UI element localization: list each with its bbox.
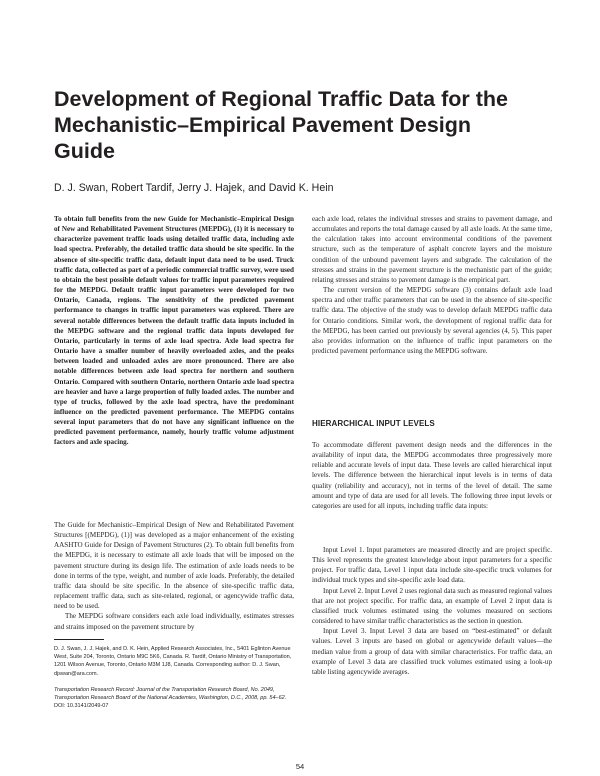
input-level-3: Input Level 3. Input Level 3 data are based on “best-estimated” or default values. Level 3 inputs are based on global or agencywide default values—the median value from a group of data with similar characteristics. For traffic data, an example of Level 3 data are classified truck volumes estimated using a look-up table listing agencywide averages. [312, 627, 552, 676]
body-paragraph-1: each axle load, relates the individual stresses and strains to pavement damage, and accumulates and reports the total damage caused by all axle loads. At the same time, the calculation takes into account environmental conditions of the pavement structure, such as the temperature of asphalt concrete layers and the moisture condition of the unbound pavement layers and subgrade. The calculation of the stresses and strains in the pavement structure is the mechanistic part of the guide; relating stresses and strains to pavement damage is the empirical part. [312, 215, 552, 284]
page-number: 54 [295, 762, 305, 771]
footnote-divider [54, 639, 104, 640]
introduction [54, 520, 294, 632]
body-paragraph-2: The current version of the MEPDG software (3) contains default axle load spectra and other traffic parameters that can be used in the absence of site-specific traffic data. The objective of the study was to develop default MEPDG traffic data for Ontario conditions. Similar work, the development of regional traffic data for the MEPDG, has been carried out previously by several agencies (4, 5). This paper also provides information on the influence of traffic input parameters on the predicted pavement performance using the MEPDG software. [312, 286, 552, 356]
section-intro [312, 440, 552, 511]
section-paragraph: To accommodate different pavement design needs and the differences in the availability of input data, the MEPDG accommodates three progressively more reliable and accurate levels of input data. These levels are called hierarchical input levels. The difference between the hierarchical input levels is in terms of data quality (reliability and accuracy), not in terms of the level of detail. The same amount and type of data are used for all levels. The following three input levels or categories are used for all inputs, including traffic data inputs: [312, 441, 552, 510]
footnote-citation [54, 686, 294, 711]
input-level-1: Input Level 1. Input parameters are measured directly and are project specific. This level represents the greatest knowledge about input parameters for a specific project. For traffic data, Level 1 input data include site-specific truck volumes for individual truck types and site-specific axle load data. [312, 546, 552, 585]
author-list: D. J. Swan, Robert Tardif, Jerry J. Hajek, and David K. Hein [54, 182, 334, 194]
footnote-doi: DOI: 10.3141/2049-07 [54, 703, 109, 710]
right-column-body [312, 214, 552, 356]
intro-paragraph-2: The MEPDG software considers each axle load individually, estimates stresses and strains imposed on the pavement structure by [54, 612, 294, 631]
input-level-2: Input Level 2. Input Level 2 uses regional data such as measured regional values that are not project specific. For traffic data, an example of Level 2 input data is classified truck volumes estimated using the volumes measured on sections considered to have similar traffic characteristics as the section in question. [312, 586, 552, 626]
section-heading: HIERARCHICAL INPUT LEVELS [312, 419, 435, 428]
paper-title: Development of Regional Traffic Data for the Mechanistic–Empirical Pavement Design Guide [54, 87, 508, 163]
footnote-journal: Transportation Research Record: Journal of the Transportation Research Board, No. 2049, Transportation Research Board of the National Academies, Washington, D.C., 2008, pp. 54–62. [54, 687, 287, 702]
abstract: To obtain full benefits from the new Guide for Mechanistic–Empirical Design of New and Rehabilitated Pavement Structures (MEPDG), (1) it is necessary to characterize pavement traffic loads using detailed traffic data, including axle load spectra. Preferably, the detailed traffic data should be site specific. In the absence of site-specific traffic data, default input data need to be used. Truck traffic data, collected as part of a periodic commercial traffic survey, were used to obtain the best possible default values for traffic input parameters required for the MEPDG. Default traffic input parameters were developed for two Ontario, Canada, regions. The sensitivity of the predicted pavement performance to changes in traffic input parameters was explored. There are several notable differences between the default traffic data inputs included in the MEPDG software and the regional traffic data inputs developed for Ontario, particularly in terms of axle load spectra. Axle load spectra for Ontario have a smaller number of heavily overloaded axles, and the peaks between loaded and unloaded axles are more pronounced. There are also notable differences between axle load spectra for northern and southern Ontario. Compared with southern Ontario, northern Ontario axle load spectra are heavier and have a large proportion of fully loaded axles. The number and type of trucks, followed by the axle load spectra, have the predominant influence on the predicted pavement performance. The MEPDG contains several input parameters that do not have any significant influence on the predicted pavement performance, namely, hourly traffic volume adjustment factors and axle spacing. [54, 215, 294, 447]
intro-paragraph-1: The Guide for Mechanistic–Empirical Design of New and Rehabilitated Pavement Structures [(MEPDG), (1)] was developed as a major enhancement of the existing AASHTO Guide for Design of Pavement Structures (2). To obtain full benefits from the MEPDG, it is necessary to estimate all axle loads that will be imposed on the pavement structure during its design life. The estimation of axle loads needs to be done in terms of the type, weight, and number of axle loads. Preferably, the detailed traffic data should be site specific. In the absence of site-specific traffic data, replacement traffic data, such as site-related, regional, or agencywide traffic data, need to be used. [54, 521, 294, 611]
footnote-affiliations: D. J. Swan, J. J. Hajek, and D. K. Hein, Applied Research Associates, Inc., 5401 Eglinton Avenue West, Suite 204, Toronto, Ontario M9C 5K6, Canada. R. Tardif, Ontario Ministry of Transportation, 1201 Wilson Avenue, Toronto, Ontario M3M 1J8, Canada. Corresponding author: D. J. Swan, djswan@ara.com. [54, 646, 292, 677]
input-levels [312, 545, 552, 677]
